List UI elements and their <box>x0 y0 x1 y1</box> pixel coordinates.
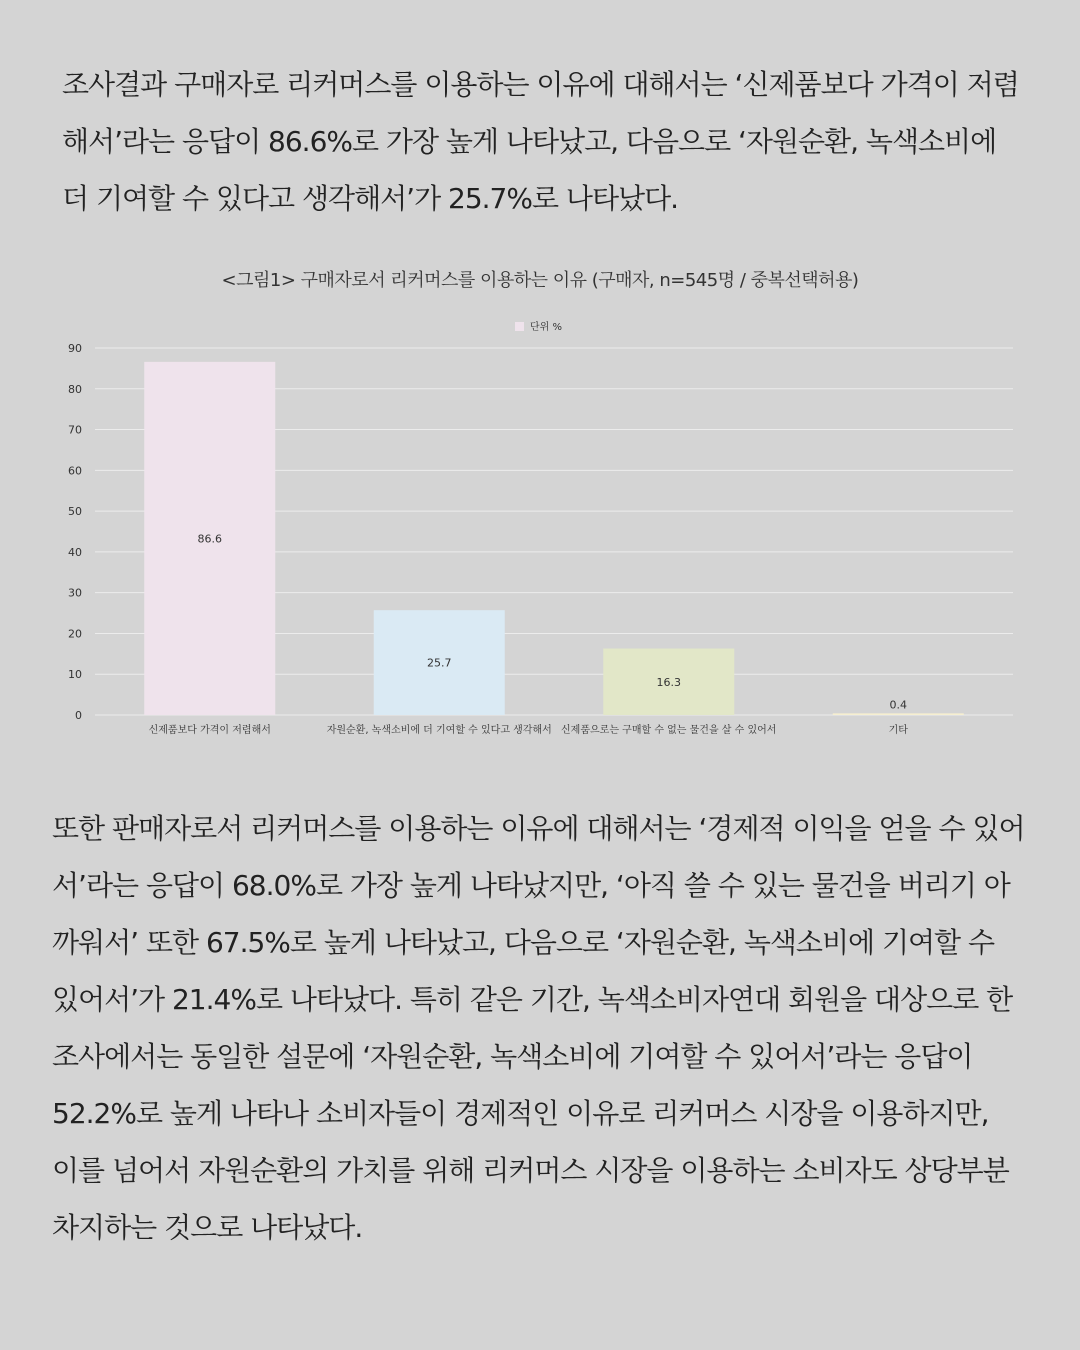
intro-line: 조사결과 구매자로 리커머스를 이용하는 이유에 대해서는 ‘신제품보다 가격이 저렴 <box>62 68 1019 101</box>
body-line: 52.2%로 높게 나타나 소비자들이 경제적인 이유로 리커머스 시장을 이용하지만, <box>52 1097 989 1130</box>
x-tick-label: 기타 <box>888 725 908 736</box>
y-tick-label: 80 <box>68 382 82 396</box>
bar <box>833 713 964 715</box>
data-label: 16.3 <box>656 675 681 689</box>
x-tick-label: 신제품보다 가격이 저렴해서 <box>148 725 271 736</box>
y-tick-label: 10 <box>68 668 82 682</box>
y-tick-label: 30 <box>68 586 82 600</box>
body-line: 까워서’ 또한 67.5%로 높게 나타났고, 다음으로 ‘자원순환, 녹색소비에 기여할 수 <box>52 926 995 959</box>
body-line: 조사에서는 동일한 설문에 ‘자원순환, 녹색소비에 기여할 수 있어서’라는 응답이 <box>52 1040 973 1073</box>
body-line: 차지하는 것으로 나타났다. <box>52 1211 363 1244</box>
y-tick-label: 0 <box>75 709 82 722</box>
data-label: 86.6 <box>197 532 222 546</box>
y-tick-label: 70 <box>68 423 82 437</box>
intro-paragraph <box>62 56 1037 227</box>
y-tick-label: 40 <box>68 545 82 559</box>
y-tick-label: 90 <box>68 342 82 355</box>
intro-line: 해서’라는 응답이 86.6%로 가장 높게 나타났고, 다음으로 ‘자원순환, 녹색소비에 <box>62 125 997 158</box>
body-paragraph <box>52 800 1037 1256</box>
y-tick-label: 20 <box>68 627 82 641</box>
y-tick-label: 50 <box>68 505 82 519</box>
legend-label: 단위 % <box>530 322 563 333</box>
intro-line: 더 기여할 수 있다고 생각해서’가 25.7%로 나타났다. <box>62 182 679 215</box>
data-label: 25.7 <box>427 656 452 670</box>
body-line: 이를 넘어서 자원순환의 가치를 위해 리커머스 시장을 이용하는 소비자도 상당부분 <box>52 1154 1009 1187</box>
x-tick-label: 자원순환, 녹색소비에 더 기여할 수 있다고 생각해서 <box>326 725 552 736</box>
legend-swatch <box>515 322 524 331</box>
body-line: 있어서’가 21.4%로 나타났다. 특히 같은 기간, 녹색소비자연대 회원을 대상으로 한 <box>52 983 1013 1016</box>
body-line: 서’라는 응답이 68.0%로 가장 높게 나타났지만, ‘아직 쓸 수 있는 물건을 버리기 아 <box>52 869 1010 902</box>
data-label: 0.4 <box>889 698 907 712</box>
body-line: 또한 판매자로서 리커머스를 이용하는 이유에 대해서는 ‘경제적 이익을 얻을 수 있어 <box>52 812 1025 845</box>
chart-title: <그림1> 구매자로서 리커머스를 이용하는 이유 (구매자, n=545명 / 중복선택허용) <box>221 270 859 291</box>
y-tick-label: 60 <box>68 464 82 478</box>
x-tick-label: 신제품으로는 구매할 수 없는 물건을 살 수 있어서 <box>561 725 777 736</box>
bar-chart <box>0 310 1080 750</box>
